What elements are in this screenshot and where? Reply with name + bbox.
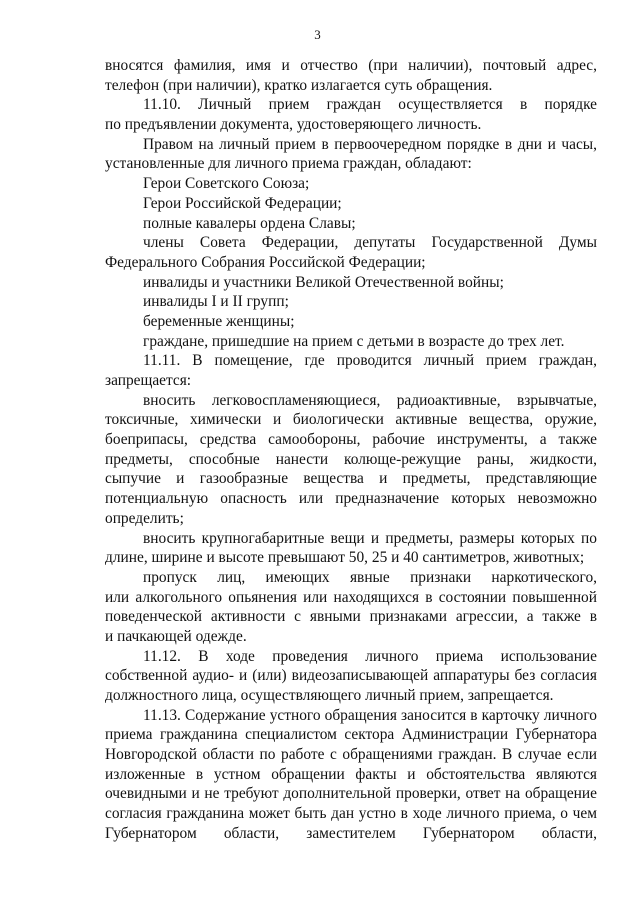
text-line: инвалиды I и II групп; (143, 293, 289, 311)
text-line: 11.10. Личный прием граждан осуществляется в порядке (143, 96, 597, 114)
text-line: вносятся фамилия, имя и отчество (при наличии), почтовый адрес, (105, 57, 597, 74)
text-line: очевидными и не требуют дополнительной проверки, ответ на обращение (105, 785, 597, 803)
text-line: пропуск лиц, имеющих явные признаки наркотического, (143, 568, 597, 586)
text-line: Губернатором области, заместителем Губернатором области, (105, 824, 597, 842)
text-line: инвалиды и участники Великой Отечественной войны; (143, 273, 504, 291)
text-line: запрещается: (105, 372, 192, 389)
text-line: Герои Российской Федерации; (143, 194, 342, 212)
text-line: вносить крупногабаритные вещи и предметы, размеры которых по (143, 529, 597, 547)
text-line: приема гражданина специалистом сектора Администрации Губернатора (105, 726, 597, 744)
text-line: потенциальную опасность или предназначение которых невозможно (105, 490, 597, 508)
text-line: телефон (при наличии), кратко излагается суть обращения. (105, 76, 493, 94)
text-line: определить; (105, 509, 184, 527)
text-line: сыпучие и газообразные вещества и предметы, представляющие (105, 470, 597, 488)
text-line: беременные женщины; (143, 312, 295, 330)
text-line: 11.13. Содержание устного обращения заносится в карточку личного (143, 706, 597, 724)
text-line: установленные для личного приема граждан, обладают: (105, 155, 472, 173)
text-line: члены Совета Федерации, депутаты Государственной Думы (143, 234, 597, 252)
text-line: по предъявлении документа, удостоверяющего личность. (105, 116, 482, 134)
text-line: Федерального Собрания Российской Федерации; (105, 253, 426, 271)
text-line: боеприпасы, средства самообороны, рабочие инструменты, а также (105, 431, 597, 449)
text-line: согласия гражданина может быть дан устно в ходе личного приема, о чем (105, 805, 597, 823)
text-line: полные кавалеры ордена Славы; (143, 214, 356, 232)
text-line: Правом на личный прием в первоочередном порядке в дни и часы, (143, 135, 597, 153)
text-line: предметы, способные нанести колюще-режущие раны, жидкости, (105, 450, 597, 468)
text-line: и пачкающей одежде. (105, 627, 247, 645)
text-line: изложенные в устном обращении факты и обстоятельства являются (105, 765, 597, 783)
text-line: 11.11. В помещение, где проводится личный прием граждан, (143, 352, 597, 370)
text-line: должностного лица, осуществляющего личный прием, запрещается. (105, 687, 554, 704)
text-line: длине, ширине и высоте превышают 50, 25 и 40 сантиметров, животных; (105, 549, 585, 567)
text-line: Герои Советского Союза; (143, 175, 310, 193)
text-line: токсичные, химически и биологически активные вещества, оружие, (105, 411, 597, 429)
document-body (105, 56, 597, 844)
text-line: или алкогольного опьянения или находящихся в состоянии повышенной (105, 588, 597, 606)
text-line: собственной аудио- и (или) видеозаписывающей аппаратуры без согласия (105, 667, 597, 685)
text-line: Новгородской области по работе с обращениями граждан. В случае если (105, 746, 597, 764)
text-line: вносить легковоспламеняющиеся, радиоактивные, взрывчатые, (143, 391, 597, 409)
text-line: 11.12. В ходе проведения личного приема использование (143, 647, 597, 665)
text-line: поведенческой активности с явными признаками агрессии, а также в (105, 608, 597, 626)
page-number: 3 (314, 27, 321, 42)
text-line: граждане, пришедшие на прием с детьми в возрасте до трех лет. (143, 332, 565, 350)
